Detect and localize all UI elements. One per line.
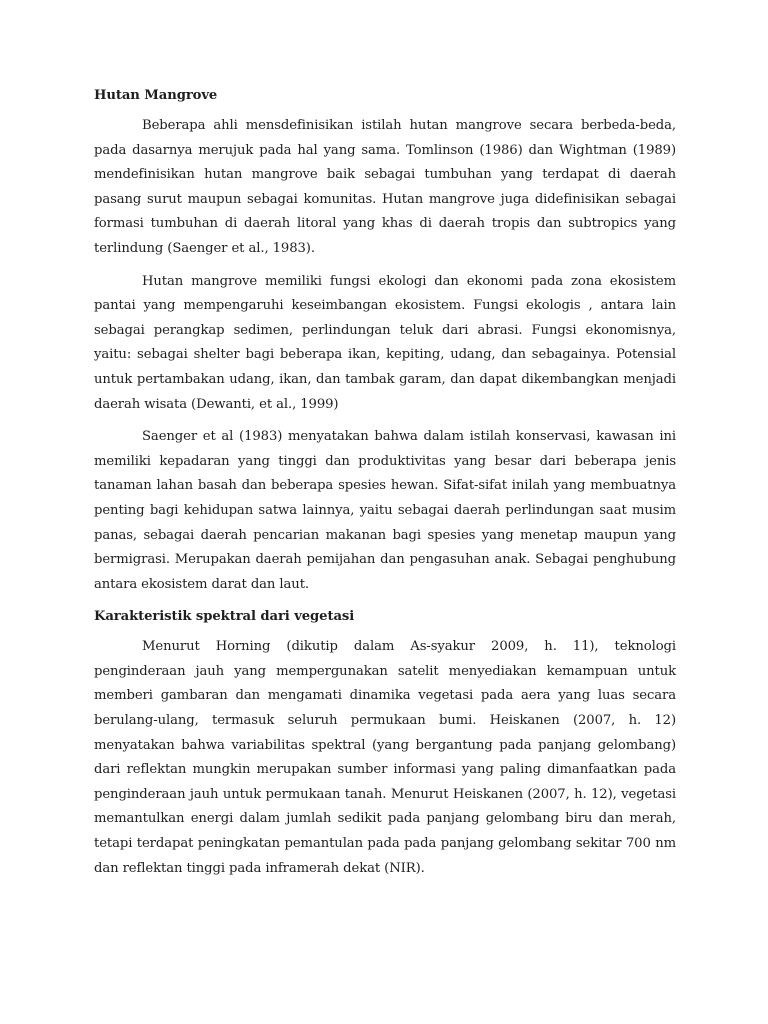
paragraph-definition: Beberapa ahli mensdefinisikan istilah hutan mangrove secara berbeda-beda, pada dasarnya merujuk pada hal yang sama. Tomlinson (1986) dan Wightman (1989) mendefinisikan hutan mangrove baik sebagai tumbuhan yang terdapat di daerah pasang surut maupun sebagai komunitas. Hutan mangrove juga didefinisikan sebagai formasi tumbuhan di daerah litoral yang khas di daerah tropis dan subtropics yang terlindung (Saenger et al., 1983). — [94, 118, 676, 256]
paragraph-conservation: Saenger et al (1983) menyatakan bahwa dalam istilah konservasi, kawasan ini memiliki kepadaran yang tinggi dan produktivitas yang besar dari beberapa jenis tanaman lahan basah dan beberapa spesies hewan. Sifat-sifat inilah yang membuatnya penting bagi kehidupan satwa lainnya, yaitu sebagai daerah perlindungan saat musim panas, sebagai daerah pencarian makanan bagi spesies yang menetap maupun yang bermigrasi. Merupakan daerah pemijahan dan pengasuhan anak. Sebagai penghubung antara ekosistem darat dan laut. — [94, 429, 676, 592]
section-heading-spectral: Karakteristik spektral dari vegetasi — [94, 609, 355, 625]
section-heading-hutan-mangrove: Hutan Mangrove — [94, 88, 218, 103]
paragraph-spectral: Menurut Horning (dikutip dalam As-syakur 2009, h. 11), teknologi penginderaan jauh yang mempergunakan satelit menyediakan kemampuan untuk memberi gambaran dan mengamati dinamika vegetasi pada aera yang luas secara berulang-ulang, termasuk seluruh permukaan bumi. Heiskanen (2007, h. 12) menyatakan bahwa variabilitas spektral (yang bergantung pada panjang gelombang) dari reflektan mungkin merupakan sumber informasi yang paling dimanfaatkan pada penginderaan jauh untuk permukaan tanah. Menurut Heiskanen (2007, h. 12), vegetasi memantulkan energi dalam jumlah sedikit pada panjang gelombang biru dan merah, tetapi terdapat peningkatan pemantulan pada pada panjang gelombang sekitar 700 nm dan reflektan tinggi pada inframerah dekat (NIR). — [94, 639, 676, 876]
paragraph-functions: Hutan mangrove memiliki fungsi ekologi dan ekonomi pada zona ekosistem pantai yang mempengaruhi keseimbangan ekosistem. Fungsi ekologis , antara lain sebagai perangkap sedimen, perlindungan teluk dari abrasi. Fungsi ekonomisnya, yaitu: sebagai shelter bagi beberapa ikan, kepiting, udang, dan sebagainya. Potensial untuk pertambakan udang, ikan, dan tambak garam, dan dapat dikembangkan menjadi daerah wisata (Dewanti, et al., 1999) — [94, 273, 676, 412]
document-page — [94, 84, 676, 889]
